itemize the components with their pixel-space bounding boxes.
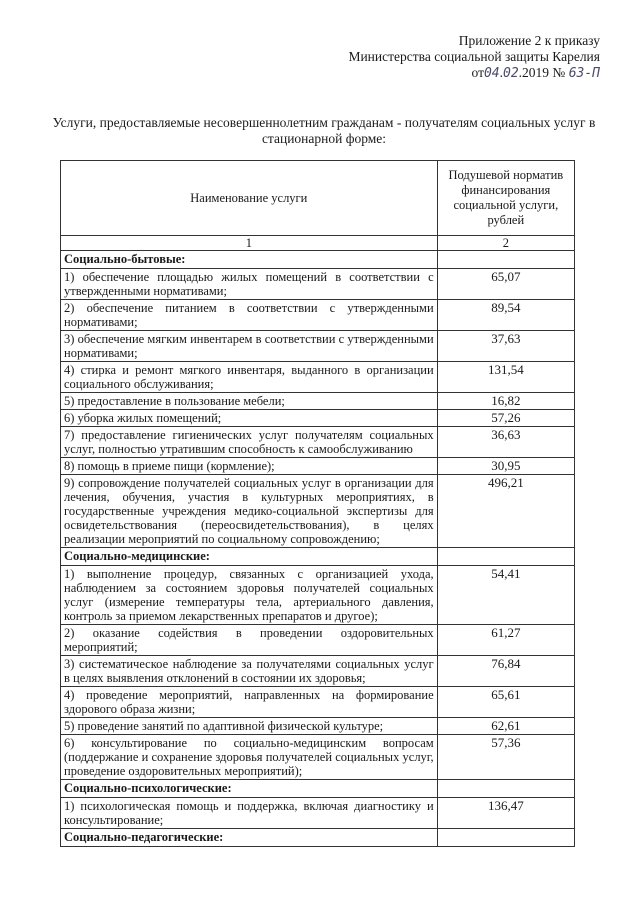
section-value-cell <box>437 548 574 566</box>
header-line-1: Приложение 2 к приказу <box>458 33 600 48</box>
services-table <box>60 160 575 847</box>
service-name: 6) уборка жилых помещений; <box>61 410 438 427</box>
header-line-3 <box>348 65 600 82</box>
service-row <box>61 566 575 625</box>
service-row <box>61 625 575 656</box>
service-standard-value: 496,21 <box>437 475 574 548</box>
service-name: 7) предоставление гигиенических услуг получателям социальных услуг, полностью утратившим способность к самообслуживанию <box>61 427 438 458</box>
service-name: 8) помощь в приеме пищи (кормление); <box>61 458 438 475</box>
section-row <box>61 548 575 566</box>
caption-line-2: стационарной форме: <box>261 131 387 146</box>
service-name: 1) выполнение процедур, связанных с организацией ухода, наблюдением за состоянием здоровья получателей социальных услуг (измерение температуры тела, артериального давления, контроль за приемом лекарственных препаратов и другое); <box>61 566 438 625</box>
service-name: 1) обеспечение площадью жилых помещений в соответствии с утвержденными нормативами; <box>61 269 438 300</box>
service-row <box>61 410 575 427</box>
handwritten-order-number: 63-П <box>568 66 600 81</box>
service-name: 2) оказание содействия в проведении оздоровительных мероприятий; <box>61 625 438 656</box>
service-row <box>61 687 575 718</box>
service-standard-value: 16,82 <box>437 393 574 410</box>
service-standard-value: 57,26 <box>437 410 574 427</box>
service-standard-value: 61,27 <box>437 625 574 656</box>
service-row <box>61 458 575 475</box>
service-row <box>61 475 575 548</box>
service-standard-value: 65,61 <box>437 687 574 718</box>
document-header <box>348 33 600 82</box>
section-row <box>61 780 575 798</box>
service-name: 5) предоставление в пользование мебели; <box>61 393 438 410</box>
section-value-cell <box>437 829 574 847</box>
col-header-service-name: Наименование услуги <box>61 161 438 236</box>
service-standard-value: 54,41 <box>437 566 574 625</box>
date-prefix: от <box>471 65 484 80</box>
service-name: 1) психологическая помощь и поддержка, включая диагностику и консультирование; <box>61 798 438 829</box>
col-number-2: 2 <box>437 236 574 251</box>
service-row <box>61 300 575 331</box>
section-title: Социально-педагогические: <box>61 829 438 847</box>
service-name: 6) консультирование по социально-медицинским вопросам (поддержание и сохранение здоровья получателей социальных услуг, проведение оздоровительных мероприятий); <box>61 735 438 780</box>
service-standard-value: 65,07 <box>437 269 574 300</box>
caption-line-1: Услуги, предоставляемые несовершеннолетним гражданам - получателям социальных услуг в <box>52 115 596 130</box>
section-row <box>61 251 575 269</box>
table-body <box>61 251 575 847</box>
service-standard-value: 62,61 <box>437 718 574 735</box>
service-row <box>61 331 575 362</box>
document-caption <box>40 115 608 147</box>
service-standard-value: 76,84 <box>437 656 574 687</box>
service-name: 3) систематическое наблюдение за получателями социальных услуг в целях выявления отклонений в состоянии их здоровья; <box>61 656 438 687</box>
service-row <box>61 427 575 458</box>
service-standard-value: 136,47 <box>437 798 574 829</box>
service-row <box>61 718 575 735</box>
date-year: .2019 № <box>518 65 566 80</box>
service-standard-value: 57,36 <box>437 735 574 780</box>
section-row <box>61 829 575 847</box>
service-standard-value: 30,95 <box>437 458 574 475</box>
service-row <box>61 656 575 687</box>
table-header-row <box>61 161 575 236</box>
service-name: 2) обеспечение питанием в соответствии с утвержденными нормативами; <box>61 300 438 331</box>
service-row <box>61 735 575 780</box>
service-name: 4) стирка и ремонт мягкого инвентаря, выданного в организации социального обслуживания; <box>61 362 438 393</box>
service-name: 9) сопровождение получателей социальных услуг в организации для лечения, обучения, участия в культурных мероприятиях, в государственные учреждения медико-социальной экспертизы для освидетельствования (переосвидетельствования), в целях реализации мероприятий по социальному сопровождению; <box>61 475 438 548</box>
service-row <box>61 362 575 393</box>
service-standard-value: 36,63 <box>437 427 574 458</box>
section-title: Социально-психологические: <box>61 780 438 798</box>
handwritten-month: 02 <box>503 66 519 81</box>
section-value-cell <box>437 780 574 798</box>
service-name: 4) проведение мероприятий, направленных на формирование здорового образа жизни; <box>61 687 438 718</box>
service-name: 3) обеспечение мягким инвентарем в соответствии с утвержденными нормативами; <box>61 331 438 362</box>
header-line-2: Министерства социальной защиты Карелия <box>348 49 600 64</box>
column-number-row <box>61 236 575 251</box>
section-title: Социально-бытовые: <box>61 251 438 269</box>
col-header-standard: Подушевой норматив финансирования социальной услуги, рублей <box>437 161 574 236</box>
service-row <box>61 798 575 829</box>
handwritten-day: 04 <box>483 66 500 81</box>
date-separator: . <box>499 65 504 80</box>
section-title: Социально-медицинские: <box>61 548 438 566</box>
service-standard-value: 89,54 <box>437 300 574 331</box>
service-standard-value: 37,63 <box>437 331 574 362</box>
service-row <box>61 269 575 300</box>
col-number-1: 1 <box>61 236 438 251</box>
service-standard-value: 131,54 <box>437 362 574 393</box>
service-row <box>61 393 575 410</box>
section-value-cell <box>437 251 574 269</box>
service-name: 5) проведение занятий по адаптивной физической культуре; <box>61 718 438 735</box>
